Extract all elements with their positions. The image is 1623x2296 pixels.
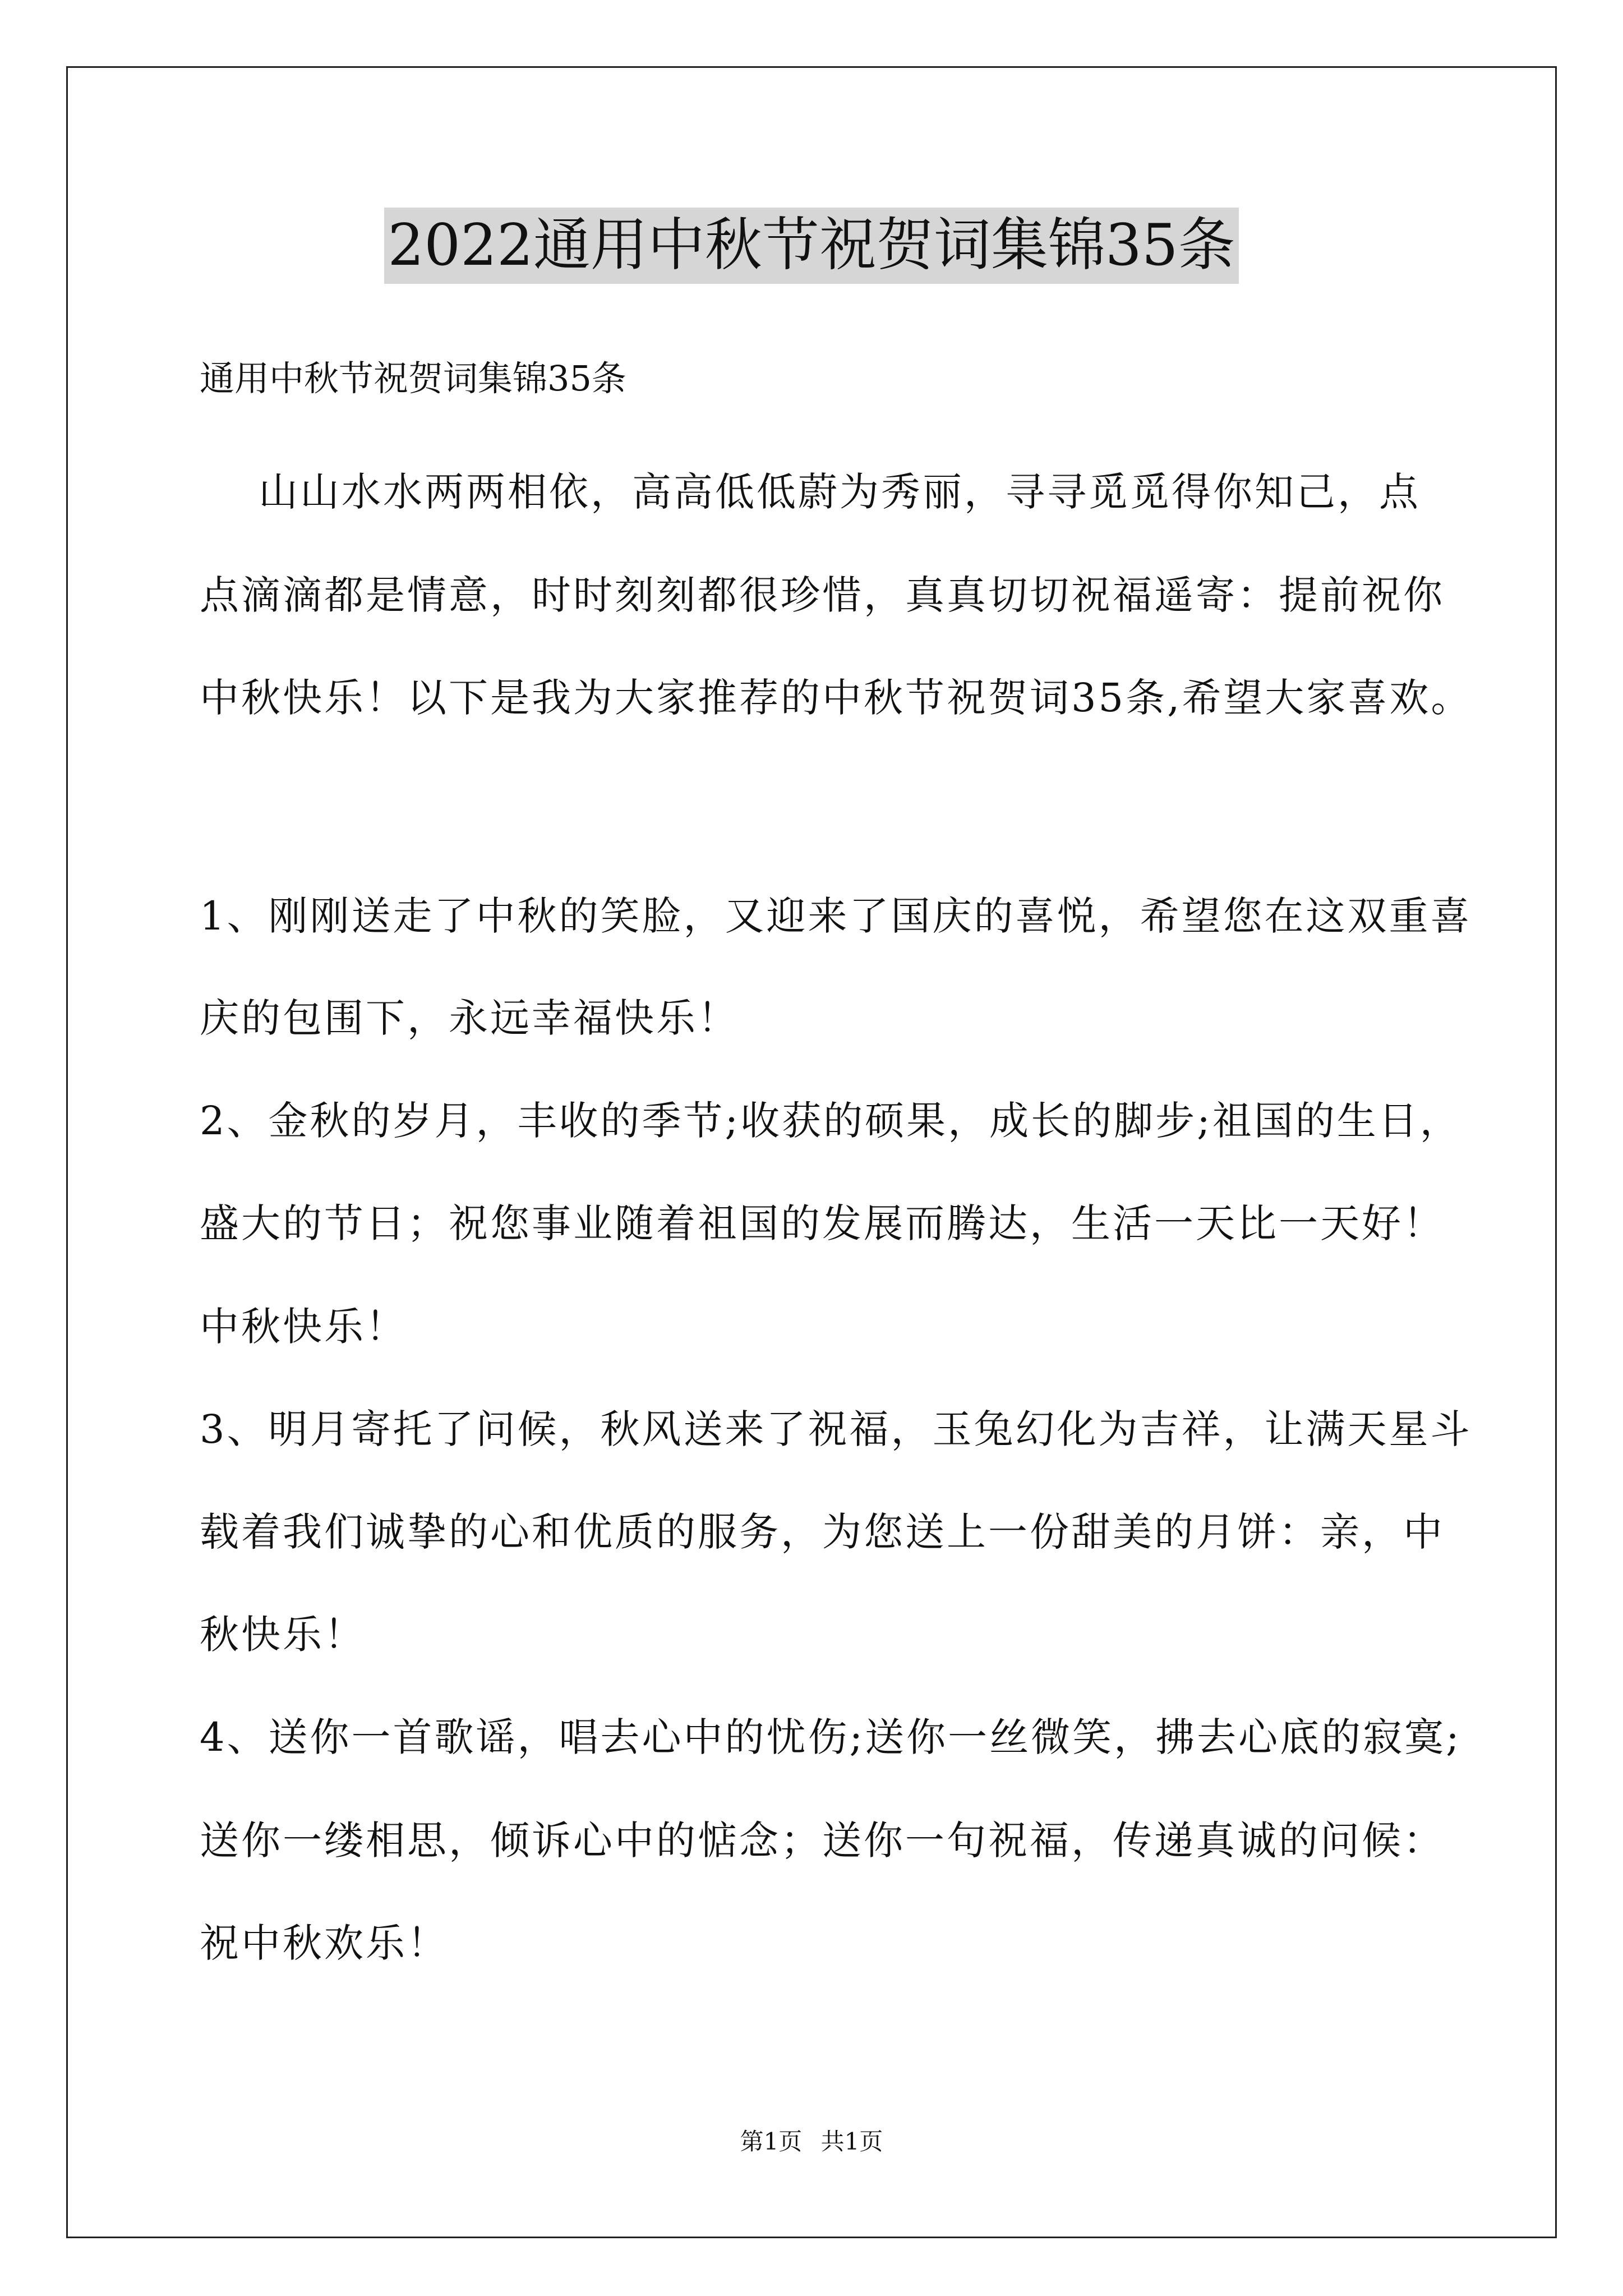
item-2-line: 2、金秋的岁月，丰收的季节;收获的硕果，成长的脚步;祖国的生日， xyxy=(200,1098,1461,1144)
item-3-line: 秋快乐！ xyxy=(200,1612,366,1658)
item-4-line: 4、送你一首歌谣，唱去心中的忧伤;送你一丝微笑，拂去心底的寂寞; xyxy=(200,1714,1461,1760)
page-footer xyxy=(0,2125,1623,2159)
item-2-line: 盛大的节日；祝您事业随着祖国的发展而腾达，生活一天比一天好！ xyxy=(200,1200,1445,1246)
item-3-line: 3、明月寄托了问候，秋风送来了祝福，玉兔幻化为吉祥，让满天星斗 xyxy=(200,1406,1472,1452)
item-3-line: 载着我们诚挚的心和优质的服务，为您送上一份甜美的月饼：亲，中 xyxy=(200,1509,1445,1555)
title-container xyxy=(0,208,1623,284)
document-subtitle: 通用中秋节祝贺词集锦35条 xyxy=(200,358,626,399)
page-number: 第1页 xyxy=(740,2128,803,2155)
intro-line: 点滴滴都是情意，时时刻刻都很珍惜，真真切切祝福遥寄：提前祝你 xyxy=(200,572,1445,618)
item-4-line: 祝中秋欢乐！ xyxy=(200,1920,449,1966)
item-4-line: 送你一缕相思，倾诉心中的惦念；送你一句祝福，传递真诚的问候： xyxy=(200,1818,1445,1864)
page-total: 共1页 xyxy=(820,2128,883,2155)
item-2-line: 中秋快乐！ xyxy=(200,1304,407,1350)
intro-line: 中秋快乐！以下是我为大家推荐的中秋节祝贺词35条,希望大家喜欢。 xyxy=(200,675,1473,721)
item-1-line: 1、刚刚送走了中秋的笑脸，又迎来了国庆的喜悦，希望您在这双重喜 xyxy=(200,893,1472,939)
intro-line: 山山水水两两相依，高高低低蔚为秀丽，寻寻觅觅得你知己，点 xyxy=(200,469,1421,515)
item-1-line: 庆的包围下，永远幸福快乐！ xyxy=(200,995,739,1041)
document-title: 2022通用中秋节祝贺词集锦35条 xyxy=(384,208,1238,284)
